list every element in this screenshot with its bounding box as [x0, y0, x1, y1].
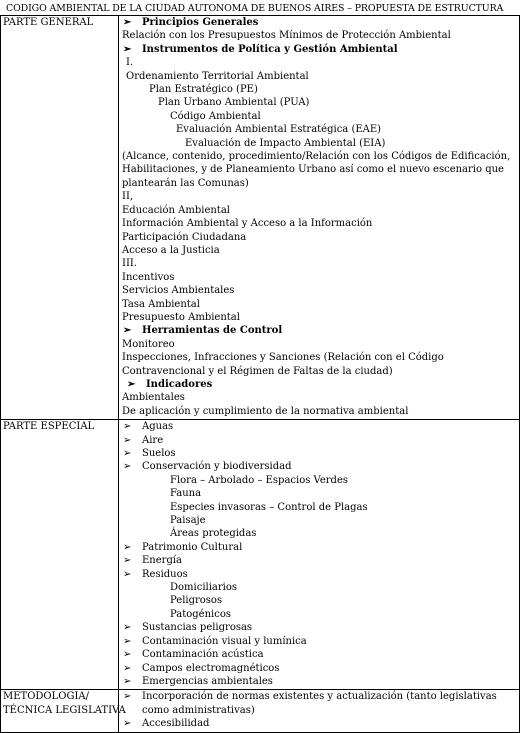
list-item: ➢ Campos electromagnéticos	[123, 662, 280, 674]
sub-list-item: Flora – Arbolado – Espacios Verdes	[170, 474, 348, 486]
list-item: Servicios Ambientales	[122, 285, 235, 297]
sub-list-item: Domiciliarios	[170, 582, 238, 594]
sub-list-item: Paisaje	[170, 515, 206, 527]
list-item: Evaluación de Impacto Ambiental (EIA)	[185, 137, 386, 149]
list-item: ➢ Sustancias peligrosas	[123, 622, 253, 634]
list-item: ➢ Suelos	[123, 448, 176, 459]
sub-list-item: Peligrosos	[170, 595, 223, 607]
roman-numeral-2: II,	[122, 191, 134, 203]
list-item: ➢ Conservación y biodiversidad	[123, 461, 292, 473]
heading-indicadores: ➢ Indicadores	[122, 378, 517, 391]
arrow-bullet-icon: ➢	[123, 718, 132, 730]
arrow-bullet-icon: ➢	[123, 649, 132, 661]
list-item: Incentivos	[122, 271, 175, 283]
list-item: ➢ Contaminación acústica	[123, 649, 264, 661]
heading-principios: ➢ Principios Generales	[123, 17, 259, 28]
arrow-bullet-icon: ➢	[123, 541, 132, 553]
list-item: ➢ Aguas	[123, 421, 174, 433]
list-item: ➢ Patrimonio Cultural	[123, 541, 243, 553]
list-item: Información Ambiental y Acceso a la Información	[122, 218, 373, 230]
arrow-bullet-icon: ➢	[123, 421, 132, 433]
section-label-metodologia: METODOLOGIA/ TÉCNICA LEGISLATIVA	[1, 690, 119, 732]
heading-herramientas: ➢ Herramientas de Control	[123, 325, 283, 337]
list-item: ➢ Contaminación visual y lumínica	[123, 635, 307, 647]
list-item: Monitoreo	[122, 338, 175, 350]
heading-instrumentos: ➢ Instrumentos de Política y Gestión Ambiental	[123, 43, 398, 55]
sub-list-item: Áreas protegidas	[170, 528, 257, 540]
list-item: Plan Urbano Ambiental (PUA)	[158, 97, 310, 109]
sub-list-item: Especies invasoras – Control de Plagas	[170, 501, 368, 513]
arrow-bullet-icon: ➢	[123, 622, 132, 634]
row-parte-especial	[1, 420, 520, 690]
sub-list-item: Patogénicos	[170, 608, 231, 620]
arrow-bullet-icon: ➢	[123, 43, 132, 55]
structure-table	[0, 15, 520, 733]
arrow-bullet-icon: ➢	[123, 17, 132, 28]
list-item: Educación Ambiental	[122, 204, 230, 216]
arrow-bullet-icon: ➢	[123, 555, 132, 567]
arrow-bullet-icon: ➢	[123, 675, 132, 687]
row-metodologia	[1, 690, 520, 732]
document-title: CODIGO AMBIENTAL DE LA CIUDAD AUTONOMA DE BUENOS AIRES – PROPUESTA DE ESTRUCTURA	[6, 3, 504, 14]
list-item: ➢ Incorporación de normas existentes y actualización (tanto legislativas como administrativas)	[123, 691, 497, 716]
arrow-bullet-icon: ➢	[123, 691, 132, 703]
arrow-bullet-icon: ➢	[123, 325, 132, 337]
list-item: Ambientales	[122, 392, 185, 404]
list-item: Código Ambiental	[170, 110, 261, 122]
list-item: Tasa Ambiental	[122, 298, 200, 310]
list-item: ➢ Aire	[123, 434, 164, 446]
list-item: Acceso a la Justicia	[122, 244, 220, 256]
section-content-metodologia	[119, 690, 520, 732]
arrow-bullet-icon: ➢	[123, 461, 132, 473]
list-item: Relación con los Presupuestos Mínimos de Protección Ambiental	[122, 30, 451, 42]
list-item: De aplicación y cumplimiento de la normativa ambiental	[122, 405, 409, 417]
section-content-general	[119, 16, 520, 420]
list-item: Participación Ciudadana	[122, 231, 247, 243]
arrow-bullet-icon: ➢	[123, 448, 132, 459]
section-label-especial: PARTE ESPECIAL	[1, 420, 119, 690]
list-item: Evaluación Ambiental Estratégica (EAE)	[176, 124, 382, 136]
list-item: Ordenamiento Territorial Ambiental	[126, 70, 309, 82]
list-item: Plan Estratégico (PE)	[149, 84, 258, 96]
list-item: ➢ Energía	[123, 555, 182, 567]
arrow-bullet-icon: ➢	[123, 434, 132, 446]
list-item: (Alcance, contenido, procedimiento/Relación con los Códigos de Edificación, Habilitaciones, y de Planeamiento Urbano así como el nuevo escenario que plantearán las Comunas)	[122, 151, 511, 189]
section-content-especial	[119, 420, 520, 690]
row-parte-general	[1, 16, 520, 420]
list-item: Inspecciones, Infracciones y Sanciones (Relación con el Código Contravencional y el Régimen de Faltas de la ciudad)	[122, 352, 444, 377]
roman-numeral-1: I.	[126, 57, 134, 69]
arrow-bullet-icon: ➢	[123, 662, 132, 674]
list-item: ➢ Accesibilidad	[123, 718, 210, 730]
roman-numeral-3: III.	[122, 258, 138, 270]
arrow-bullet-icon: ➢	[127, 378, 136, 390]
list-item: Presupuesto Ambiental	[122, 311, 240, 323]
arrow-bullet-icon: ➢	[123, 568, 132, 580]
list-item: ➢ Residuos	[123, 568, 188, 580]
arrow-bullet-icon: ➢	[123, 635, 132, 647]
section-label-general: PARTE GENERAL	[1, 16, 119, 420]
list-item: ➢ Emergencias ambientales	[123, 675, 273, 687]
sub-list-item: Fauna	[170, 488, 202, 500]
